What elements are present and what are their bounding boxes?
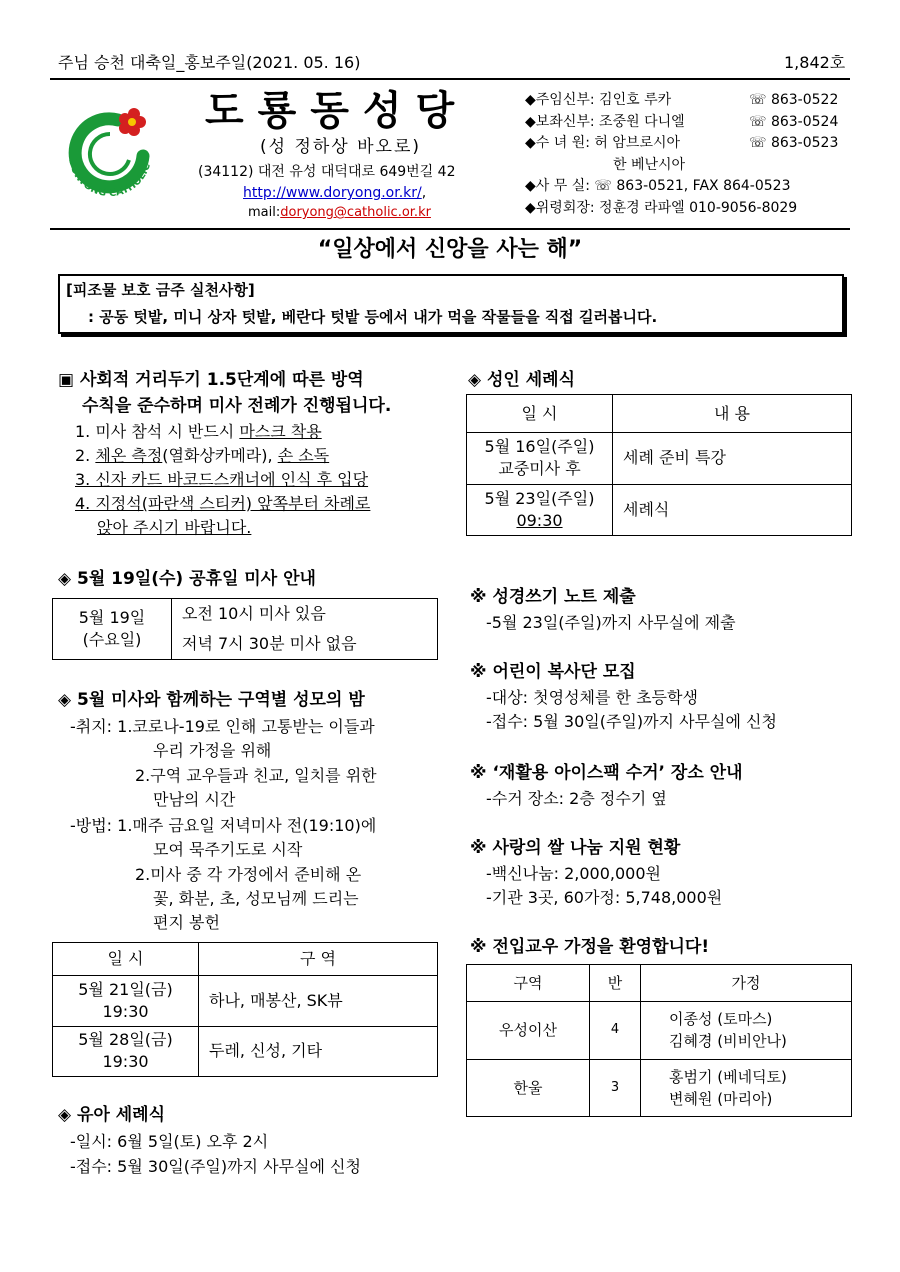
column-header: 가정 [641,965,852,1002]
table-row [467,484,852,536]
table-row [53,976,438,1027]
family-members [641,1059,852,1117]
column-header: 구역 [467,965,590,1002]
notice-body: : 공동 텃밭, 미니 상자 텃밭, 베란다 텃밭 등에서 내가 먹을 작물들을 직접 길러봅니다. [88,308,658,326]
distancing-item-3: 3. 신자 카드 바코드스캐너에 인식 후 입당 [75,470,369,489]
logo-text: DORYONG CATHOLIC [66,157,153,200]
rosary-schedule-table [52,942,438,1077]
table-row [467,1002,852,1060]
table-row [467,433,852,485]
distancing-item-1 [75,421,322,443]
column-header: 구 역 [199,943,438,976]
schedule-date [53,1026,199,1077]
contact-assistant [525,112,839,134]
infant-baptism-registration: -접수: 5월 30일(주일)까지 사무실에 신청 [70,1157,361,1176]
rosary-line: 2.구역 교우들과 친교, 일치를 위한 [135,766,377,785]
family-member: 이종성 (토마스) [669,1010,773,1029]
rosary-line: 우리 가정을 위해 [153,741,272,760]
welcome-families-title: ※ 전입교우 가정을 환영합니다! [470,937,710,957]
column-header: 내 용 [613,395,852,433]
contact-name: 정훈경 라파엘 [599,199,685,216]
altar-server-title: ※ 어린이 복사단 모집 [470,662,636,682]
table-header-row [467,965,852,1002]
item-emphasis: 마스크 착용 [239,422,322,441]
contact-memorial [525,198,797,220]
issue-date: 주님 승천 대축일_홍보주일(2021. 05. 16) [58,53,361,72]
family-ban: 3 [590,1059,641,1117]
parish-title: 도룡동성당 [205,88,469,134]
rosary-line: 모여 묵주기도로 시작 [153,840,303,859]
holiday-weekday: (수요일) [82,630,142,649]
item-text: (열화상카메라), [162,446,278,465]
baptism-content: 세례식 [613,484,852,536]
contact-name: ☏ 863-0521, FAX 864-0523 [594,178,791,195]
holiday-mass-table [52,598,438,660]
contacts-block [525,90,839,220]
date-text: 5월 28일(금) [78,1030,173,1050]
time-text: 19:30 [102,1001,149,1021]
year-motto: “일상에서 신앙을 사는 해” [317,237,583,262]
family-ban: 4 [590,1002,641,1060]
table-row [53,599,438,630]
infant-baptism-date: -일시: 6월 5일(토) 오후 2시 [70,1132,269,1151]
family-area: 우성이산 [467,1002,590,1060]
contact-label: ◆보좌신부: [525,113,595,130]
bible-notebook-detail: -5월 23일(주일)까지 사무실에 제출 [486,613,736,632]
infant-baptism-title: ◈ 유아 세례식 [58,1105,166,1125]
contact-pastor [525,90,839,112]
family-member: 김혜경 (비비안나) [669,1032,787,1051]
time-text: 교중미사 후 [498,459,581,479]
column-header: 일 시 [467,395,613,433]
altar-server-target: -대상: 첫영성체를 한 초등학생 [486,688,698,707]
holiday-evening: 저녁 7시 30분 미사 없음 [172,629,438,660]
contact-name: 조중원 다니엘 [599,113,685,130]
family-members [641,1002,852,1060]
adult-baptism-title: ◈ 성인 세례식 [468,370,576,390]
contact-label: ◆주임신부: [525,92,595,108]
icepack-location: -수거 장소: 2층 정수기 옆 [486,789,667,808]
distancing-title: ▣ 사회적 거리두기 1.5단계에 따른 방역 [58,370,364,390]
icepack-title: ※ ‘재활용 아이스팩 수거’ 장소 안내 [470,763,743,783]
rosary-line: 꽃, 화분, 초, 성모님께 드리는 [153,889,359,908]
item-number: 2. [75,446,96,465]
bible-notebook-title: ※ 성경쓰기 노트 제출 [470,587,636,607]
date-text: 5월 16일(주일) [484,437,595,457]
family-member: 홍범기 (베네딕토) [669,1067,787,1086]
welcome-families-table [466,964,852,1117]
rosary-purpose: -취지: 1.코로나-19로 인해 고통받는 이들과 [70,717,375,736]
distancing-item-4: 4. 지정석(파란색 스티커) 앞쪽부터 차례로 [75,494,371,513]
email-link[interactable]: doryong@catholic.or.kr [280,205,431,220]
contact-office [525,176,797,198]
contact-phone: 010-9056-8029 [689,199,798,216]
holiday-date: 5월 19일 [78,608,146,627]
contact-phone: ☏ 863-0524 [749,113,839,130]
table-row [467,1059,852,1117]
contact-name: 한 베난시아 [613,156,686,173]
distancing-title-2: 수칙을 준수하며 미사 전례가 진행됩니다. [82,396,392,416]
patron-saint: (성 정하상 바오로) [260,137,422,157]
table-row [53,1026,438,1077]
notice-title: [피조물 보호 금주 실천사항] [66,281,255,299]
family-area: 한울 [467,1059,590,1117]
contact-label: ◆수 녀 원: [525,135,590,152]
column-header: 일 시 [53,943,199,976]
homepage-link[interactable]: http://www.doryong.or.kr/ [243,185,422,201]
contact-name: 허 암브로시아 [594,135,681,152]
homepage-link-suffix: , [421,185,427,201]
family-member: 변혜원 (마리아) [669,1089,773,1108]
adult-baptism-table [466,394,852,536]
parish-logo [55,100,165,210]
distancing-item-4-cont: 앉아 주시기 바랍니다. [97,518,252,537]
baptism-content: 세례 준비 특강 [613,433,852,485]
item-text: 1. 미사 참석 시 반드시 [75,422,240,441]
rosary-title: ◈ 5월 미사와 함께하는 구역별 성모의 밤 [58,690,365,710]
header-rule [50,228,850,230]
address: (34112) 대전 유성 대덕대로 649번길 42 [198,164,456,180]
date-text: 5월 23일(주일) [484,488,595,508]
contact-convent [525,133,839,155]
baptism-date [467,484,613,536]
contact-phone: ☏ 863-0523 [749,135,839,152]
time-text: 09:30 [516,510,563,530]
distancing-item-2 [75,445,329,467]
table-header-row [467,395,852,433]
rosary-method: -방법: 1.매주 금요일 저녁미사 전(19:10)에 [70,816,377,835]
holiday-date-cell [53,599,172,660]
issue-number: 1,842호 [784,53,846,72]
date-text: 5월 21일(금) [78,979,173,999]
item-emphasis: 손 소독 [277,446,330,465]
top-rule [50,78,850,80]
table-header-row [53,943,438,976]
contact-name: 김인호 루카 [599,92,672,108]
notice-box [58,274,844,334]
rice-sharing-title: ※ 사랑의 쌀 나눔 지원 현황 [470,838,681,858]
schedule-area: 두레, 신성, 기타 [199,1026,438,1077]
contact-phone: ☏ 863-0522 [749,92,839,108]
rosary-line: 만남의 시간 [153,790,236,809]
mail-label: mail: [248,205,281,220]
holiday-mass-title: ◈ 5월 19일(수) 공휴일 미사 안내 [58,569,316,589]
rosary-line: 편지 봉헌 [153,913,220,932]
item-emphasis: 체온 측정 [95,446,163,465]
baptism-date [467,433,613,485]
schedule-date [53,976,199,1027]
rice-sharing-institutions: -기관 3곳, 60가정: 5,748,000원 [486,888,723,907]
schedule-area: 하나, 매봉산, SK뷰 [199,976,438,1027]
contact-convent-2 [525,155,797,177]
contact-label: ◆위령회장: [525,199,595,216]
column-header: 반 [590,965,641,1002]
rice-sharing-vaccine: -백신나눔: 2,000,000원 [486,864,661,883]
contact-label: ◆사 무 실: [525,178,590,195]
holiday-morning: 오전 10시 미사 있음 [172,599,438,630]
altar-server-registration: -접수: 5월 30일(주일)까지 사무실에 신청 [486,712,777,731]
rosary-line: 2.미사 중 각 가정에서 준비해 온 [135,865,362,884]
time-text: 19:30 [102,1052,149,1072]
